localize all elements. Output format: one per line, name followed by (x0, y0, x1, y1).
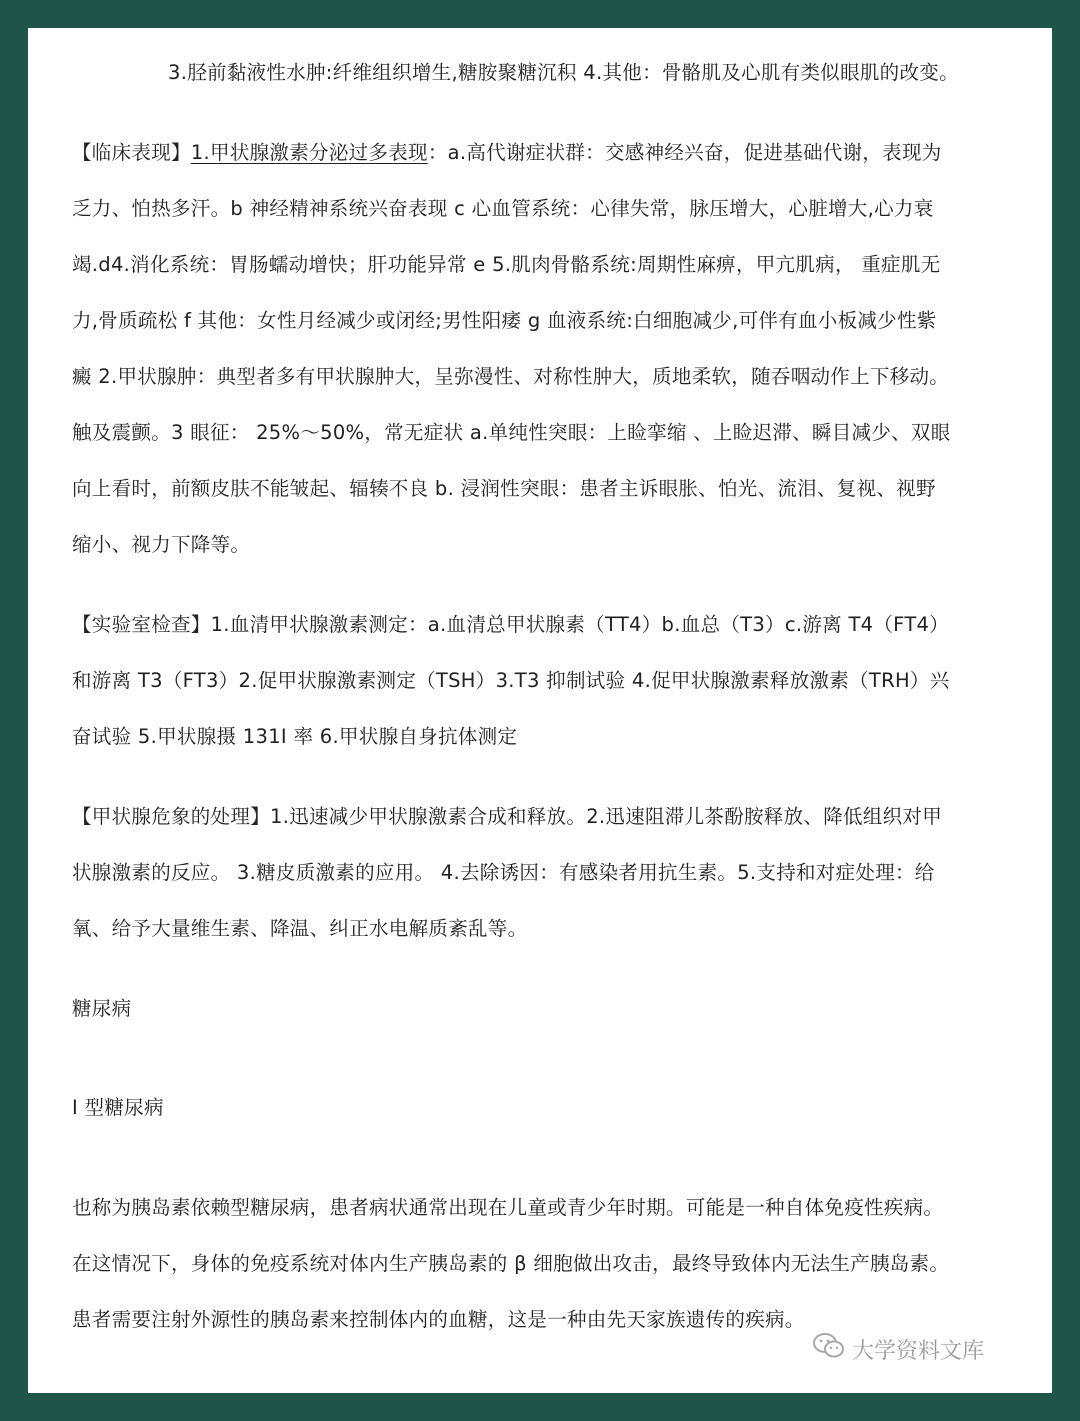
clinical-line-2: 乏力、怕热多汗。b 神经精神系统兴奋表现 c 心血管系统：心律失常，脉压增大，心脏增大,心力衰 (72, 197, 934, 220)
crisis-line-3: 氧、给予大量维生素、降温、纠正水电解质紊乱等。 (72, 917, 528, 940)
crisis-line-1: 【甲状腺危象的处理】1.迅速减少甲状腺激素合成和释放。2.迅速阻滞儿茶酚胺释放、降低组织对甲 (72, 805, 943, 828)
clinical-heading: 【临床表现】 (72, 141, 191, 164)
clinical-line-3: 竭.d4.消化系统：胃肠蠕动增快；肝功能异常 e 5.肌肉骨骼系统:周期性麻痹，甲亢肌病， 重症肌无 (72, 253, 941, 276)
clinical-line-1-text: ：a.高代谢症状群：交感神经兴奋，促进基础代谢，表现为 (427, 141, 942, 164)
clinical-line-6: 触及震颤。3 眼征： 25%～50%，常无症状 a.单纯性突眼：上睑挛缩 、上睑迟滞、瞬目减少、双眼 (72, 421, 951, 444)
diabetes-title: 糖尿病 (72, 997, 132, 1020)
lab-line-2: 和游离 T3（FT3）2.促甲状腺激素测定（TSH）3.T3 抑制试验 4.促甲状腺激素释放激素（TRH）兴 (72, 669, 950, 692)
lab-line-3: 奋试验 5.甲状腺摄 131I 率 6.甲状腺自身抗体测定 (72, 725, 518, 748)
clinical-line-7: 向上看时，前额皮肤不能皱起、辐辏不良 b. 浸润性突眼：患者主诉眼胀、怕光、流泪、复视、视野 (72, 477, 936, 500)
clinical-line-4: 力,骨质疏松 f 其他：女性月经减少或闭经;男性阳痿 g 血液系统:白细胞减少,可伴有血小板减少性紫 (72, 309, 937, 332)
clinical-line-1 (72, 140, 942, 166)
type1-title: I 型糖尿病 (72, 1096, 164, 1119)
wechat-icon (812, 1332, 846, 1366)
clinical-line-8: 缩小、视力下降等。 (72, 533, 251, 556)
diabetes-line-1: 也称为胰岛素依赖型糖尿病，患者病状通常出现在儿童或青少年时期。可能是一种自体免疫性疾病。 (72, 1196, 944, 1219)
lab-line-1: 【实验室检查】1.血清甲状腺激素测定：a.血清总甲状腺素（TT4）b.血总（T3）c.游离 T4（FT4） (72, 613, 950, 636)
watermark-text: 大学资料文库 (852, 1338, 985, 1364)
document-page (28, 28, 1052, 1393)
clinical-subheading: 1.甲状腺激素分泌过多表现 (190, 141, 428, 164)
crisis-line-2: 状腺激素的反应。 3.糖皮质激素的应用。 4.去除诱因：有感染者用抗生素。5.支持和对症处理：给 (72, 861, 935, 884)
intro-line: 3.胫前黏液性水肿:纤维组织增生,糖胺聚糖沉积 4.其他：骨骼肌及心肌有类似眼肌的改变。 (168, 61, 959, 84)
watermark (812, 1332, 984, 1366)
clinical-line-5: 癜 2.甲状腺肿：典型者多有甲状腺肿大，呈弥漫性、对称性肿大，质地柔软，随吞咽动作上下移动。 (72, 365, 950, 388)
diabetes-line-2: 在这情况下，身体的免疫系统对体内生产胰岛素的 β 细胞做出攻击，最终导致体内无法生产胰岛素。 (72, 1252, 950, 1275)
diabetes-line-3: 患者需要注射外源性的胰岛素来控制体内的血糖，这是一种由先天家族遗传的疾病。 (72, 1308, 805, 1331)
